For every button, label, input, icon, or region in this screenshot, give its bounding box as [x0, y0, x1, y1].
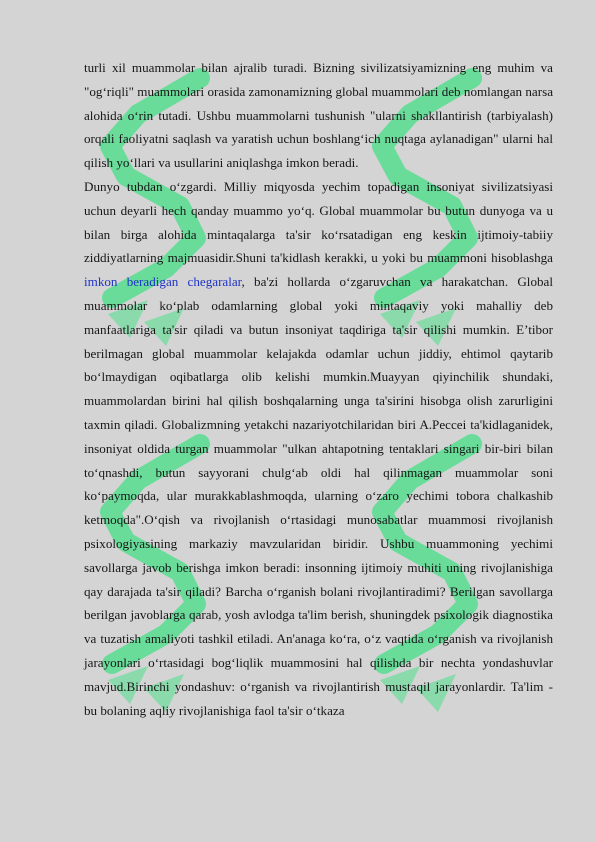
- document-body: [84, 56, 553, 722]
- paragraph: [84, 175, 553, 722]
- paragraph-text: Dunyo tubdan o‘zgardi. Milliy miqyosda yechim topadigan insoniyat sivilizatsiyasi uchun deyarli hech qanday muammo yo‘q. Global muammolar bu butun dunyoga va u bilan birga alohida mintaqalarga ta'sir ko‘rsatadigan eng keskin ijtimoiy-tabiiy ziddiyatlarning majmuasidir.Shuni ta'kidlash kerakki, u yoki bu muammoni hisoblashga: [84, 178, 553, 266]
- paragraph-text: turli xil muammolar bilan ajralib turadi. Bizning sivilizatsiyamizning eng muhim va "og‘riqli" muammolari orasida zamonamizning global muammolari deb nomlangan narsa alohida o‘rin tutadi. Ushbu muammolarni tushunish "ularni shakllantirish (tarbiyalash) orqali faoliyatni saqlash va yaratish uchun boshlang‘ich nuqtaga aylanadigan" ularni hal qilish yo‘llari va usullarini aniqlashga imkon beradi.: [84, 60, 553, 171]
- hyperlink-text[interactable]: imkon beradigan chegaralar: [84, 274, 242, 290]
- paragraph: [84, 56, 553, 175]
- paragraph-text: , ba'zi hollarda o‘zgaruvchan va harakatchan. Global muammolar ko‘plab odamlarning global yoki mintaqaviy yoki mahalliy deb manfaatlariga ta'sir qiladi va butun insoniyat taqdiriga ta'sir qilishi mumkin. E’tibor berilmagan global muammolar kelajakda odamlar uchun jiddiy, ehtimol qaytarib bo‘lmaydigan oqibatlarga olib kelishi mumkin.Muayyan qiyinchilik shundaki, muammolardan birini hal qilish boshqalarning unga ta'sirini hisobga olish zarurligini taxmin qiladi. Globalizmning yetakchi nazariyotchilaridan biri A.Peccei ta'kidlaganidek, insoniyat oldida turgan muammolar "ulkan ahtapotning tentaklari singari bir-biri bilan to‘qnashdi, butun sayyorani chulg‘ab oldi hal qilinmagan muammolar soni ko‘paymoqda, ular murakkablashmoqda, ularning o‘zaro yechimi tobora chalkashib ketmoqda".O‘qish va rivojlanish o‘rtasidagi munosabatlar muammosi rivojlanish psixologiyasining markaziy mavzularidan biridir. Ushbu muammoning yechimi savollarga javob berishga imkon beradi: insonning ijtimoiy muhiti uning rivojlanishiga qay darajada ta'sir qiladi? Barcha o‘rganish bolani rivojlantiradimi? Berilgan savollarga berilgan javoblarga qarab, yosh avlodga ta'lim berish, shuningdek psixologik diagnostika va tuzatish amaliyoti tashkil etiladi. An'anaga ko‘ra, o‘z vaqtida o‘rganish va rivojlanish jarayonlari o‘rtasidagi bog‘liqlik muammosini hal qilishda bir nechta yondashuvlar mavjud.Birinchi yondashuv: o‘rganish va rivojlantirish mustaqil jarayonlardir. Ta'lim - bu bolaning aqliy rivojlanishiga faol ta'sir o‘tkaza: [84, 274, 553, 718]
